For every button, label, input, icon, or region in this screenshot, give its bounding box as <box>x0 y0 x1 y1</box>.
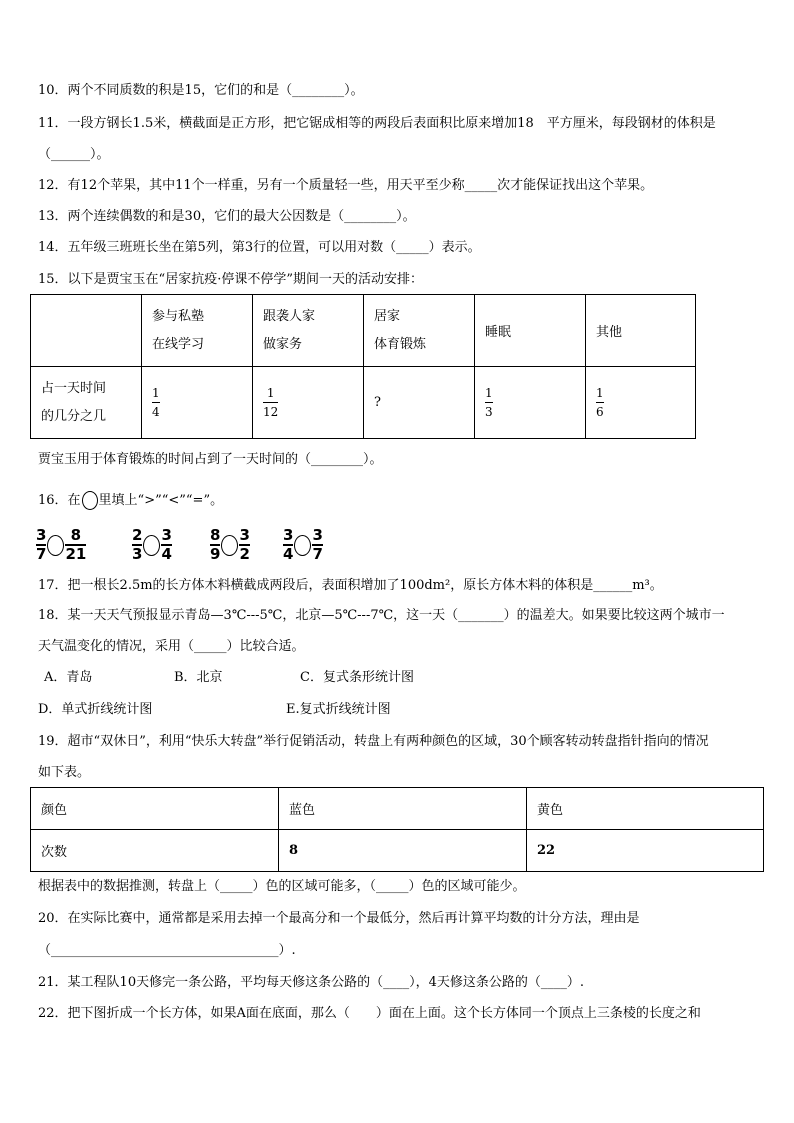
denominator: 21 <box>65 545 87 563</box>
question-13: 13．两个连续偶数的和是30，它们的最大公因数是（________）。 <box>38 209 416 224</box>
fraction-left <box>283 528 293 562</box>
question-11-line1: 11．一段方钢长1.5米，横截面是正方形，把它锯成相等的两段后表面积比原来增加18 平方厘米，每段钢材的体积是 <box>38 116 716 131</box>
activity-table-header-row <box>31 295 696 367</box>
question-16-suffix: 里填上“>”“<”“=”。 <box>98 493 224 508</box>
fraction-left <box>210 528 220 562</box>
header-line1: 参与私塾 <box>152 308 205 324</box>
activity-table-data-row <box>31 367 696 439</box>
question-21: 21．某工程队10天修完一条公路，平均每天修这条公路的（____），4天修这条公路的（____）. <box>38 975 584 990</box>
denominator: 12 <box>263 405 279 419</box>
fraction-right <box>312 528 322 562</box>
header-line2: 在线学习 <box>152 336 205 352</box>
fraction <box>485 386 493 419</box>
option-a: A．青岛 <box>44 670 93 685</box>
option-b: B．北京 <box>174 670 223 685</box>
compare-circle-blank[interactable] <box>221 535 238 556</box>
row-label-line2: 的几分之几 <box>41 408 107 424</box>
numerator: 1 <box>152 386 160 400</box>
fraction <box>152 386 160 419</box>
numerator: 3 <box>239 526 250 544</box>
row-label-line1: 占一天时间 <box>41 380 107 396</box>
fraction-bar <box>485 402 493 403</box>
spin-data-cell: 次数 <box>31 830 279 872</box>
fraction-cell <box>142 367 253 439</box>
header-line1: 其他 <box>596 325 623 340</box>
activity-header-cell <box>364 295 475 367</box>
numerator: 3 <box>283 526 294 544</box>
question-15-followup: 贾宝玉用于体育锻炼的时间占到了一天时间的（________）。 <box>38 452 383 467</box>
header-line2: 体育锻炼 <box>374 336 427 352</box>
activity-table <box>30 294 696 439</box>
compare-circle-blank[interactable] <box>294 535 311 556</box>
fraction-cell <box>475 367 586 439</box>
fraction-cell <box>253 367 364 439</box>
spin-table-data-row <box>31 830 764 872</box>
denominator: 6 <box>596 405 604 419</box>
comparison-2 <box>132 528 172 562</box>
denominator: 2 <box>239 545 250 563</box>
question-19-line1: 19．超市“双休日”，利用“快乐大转盘”举行促销活动，转盘上有两种颜色的区域，30个顾客转动转盘指针指向的情况 <box>38 734 709 749</box>
numerator: 1 <box>266 386 275 400</box>
fraction-left <box>36 528 46 562</box>
question-12: 12．有12个苹果，其中11个一样重，另有一个质量轻一些，用天平至少称_____次才能保证找出这个苹果。 <box>38 178 654 193</box>
fraction-cell <box>586 367 696 439</box>
question-18-line2: 天气温变化的情况，采用（_____）比较合适。 <box>38 639 305 654</box>
question-22: 22．把下图折成一个长方体，如果A面在底面，那么（ ）面在上面。这个长方体同一个顶点上三条棱的长度之和 <box>38 1006 701 1021</box>
activity-table-corner <box>31 295 142 367</box>
spin-data-cell: 22 <box>527 830 764 872</box>
spin-header-cell: 蓝色 <box>279 788 527 830</box>
fraction <box>596 386 604 419</box>
comparison-3 <box>210 528 250 562</box>
question-19-line2: 如下表。 <box>38 765 91 780</box>
question-20-line2: （___________________________________）. <box>38 943 296 958</box>
comparison-1 <box>36 528 86 562</box>
question-16 <box>38 491 223 510</box>
denominator: 7 <box>312 545 323 563</box>
numerator: 3 <box>36 526 47 544</box>
spin-table-header-row <box>31 788 764 830</box>
unknown-fraction-cell <box>364 367 475 439</box>
spin-results-table <box>30 787 764 872</box>
circle-icon <box>82 491 98 510</box>
question-10: 10．两个不同质数的积是15，它们的和是（________）。 <box>38 83 364 98</box>
fraction-bar <box>263 402 278 403</box>
question-16-prefix: 16．在 <box>38 493 81 508</box>
denominator: 9 <box>210 545 221 563</box>
compare-circle-blank[interactable] <box>47 535 64 556</box>
numerator: 1 <box>596 386 604 400</box>
option-e: E.复式折线统计图 <box>286 702 391 717</box>
fraction-bar <box>152 402 160 403</box>
spin-data-cell: 8 <box>279 830 527 872</box>
fraction <box>263 386 278 419</box>
question-19-followup: 根据表中的数据推测，转盘上（_____）色的区域可能多，（_____）色的区域可能少。 <box>38 879 526 894</box>
denominator: 3 <box>485 405 493 419</box>
row-label-cell <box>31 367 142 439</box>
header-line1: 跟袭人家 <box>263 308 316 324</box>
numerator: 3 <box>312 526 323 544</box>
fraction-right <box>161 528 171 562</box>
option-c: C．复式条形统计图 <box>300 670 414 685</box>
denominator: 4 <box>152 405 160 419</box>
header-line1: 睡眠 <box>485 325 512 340</box>
denominator: 4 <box>283 545 294 563</box>
fraction-left <box>132 528 142 562</box>
question-14: 14．五年级三班班长坐在第5列，第3行的位置，可以用对数（_____）表示。 <box>38 240 481 255</box>
numerator: 8 <box>210 526 221 544</box>
activity-header-cell <box>253 295 364 367</box>
denominator: 4 <box>161 545 172 563</box>
header-line2: 做家务 <box>263 336 303 352</box>
denominator: 7 <box>36 545 47 563</box>
numerator: 2 <box>132 526 143 544</box>
comparison-4 <box>283 528 323 562</box>
spin-header-cell: 颜色 <box>31 788 279 830</box>
numerator: 8 <box>70 526 82 544</box>
fraction-bar <box>596 402 604 403</box>
question-15: 15．以下是贾宝玉在“居家抗疫·停课不停学”期间一天的活动安排： <box>38 272 423 287</box>
option-d: D．单式折线统计图 <box>38 702 153 717</box>
fraction-right <box>65 528 86 562</box>
activity-header-cell <box>475 295 586 367</box>
numerator: 3 <box>161 526 172 544</box>
compare-circle-blank[interactable] <box>143 535 160 556</box>
spin-header-cell: 黄色 <box>527 788 764 830</box>
numerator: 1 <box>485 386 493 400</box>
question-18-line1: 18．某一天天气预报显示青岛—3℃---5℃，北京—5℃---7℃，这一天（_______）的温差大。如果要比较这两个城市一 <box>38 608 725 623</box>
fraction-right <box>239 528 249 562</box>
question-17: 17．把一根长2.5m的长方体木料横截成两段后，表面积增加了100dm²，原长方体木料的体积是______m³。 <box>38 578 663 593</box>
activity-header-cell <box>586 295 696 367</box>
question-11-line2: （______）。 <box>38 147 110 162</box>
question-20-line1: 20．在实际比赛中，通常都是采用去掉一个最高分和一个最低分，然后再计算平均数的计分方法，理由是 <box>38 911 640 926</box>
unknown-mark: ? <box>374 395 381 410</box>
header-line1: 居家 <box>374 308 401 324</box>
denominator: 3 <box>132 545 143 563</box>
activity-header-cell <box>142 295 253 367</box>
